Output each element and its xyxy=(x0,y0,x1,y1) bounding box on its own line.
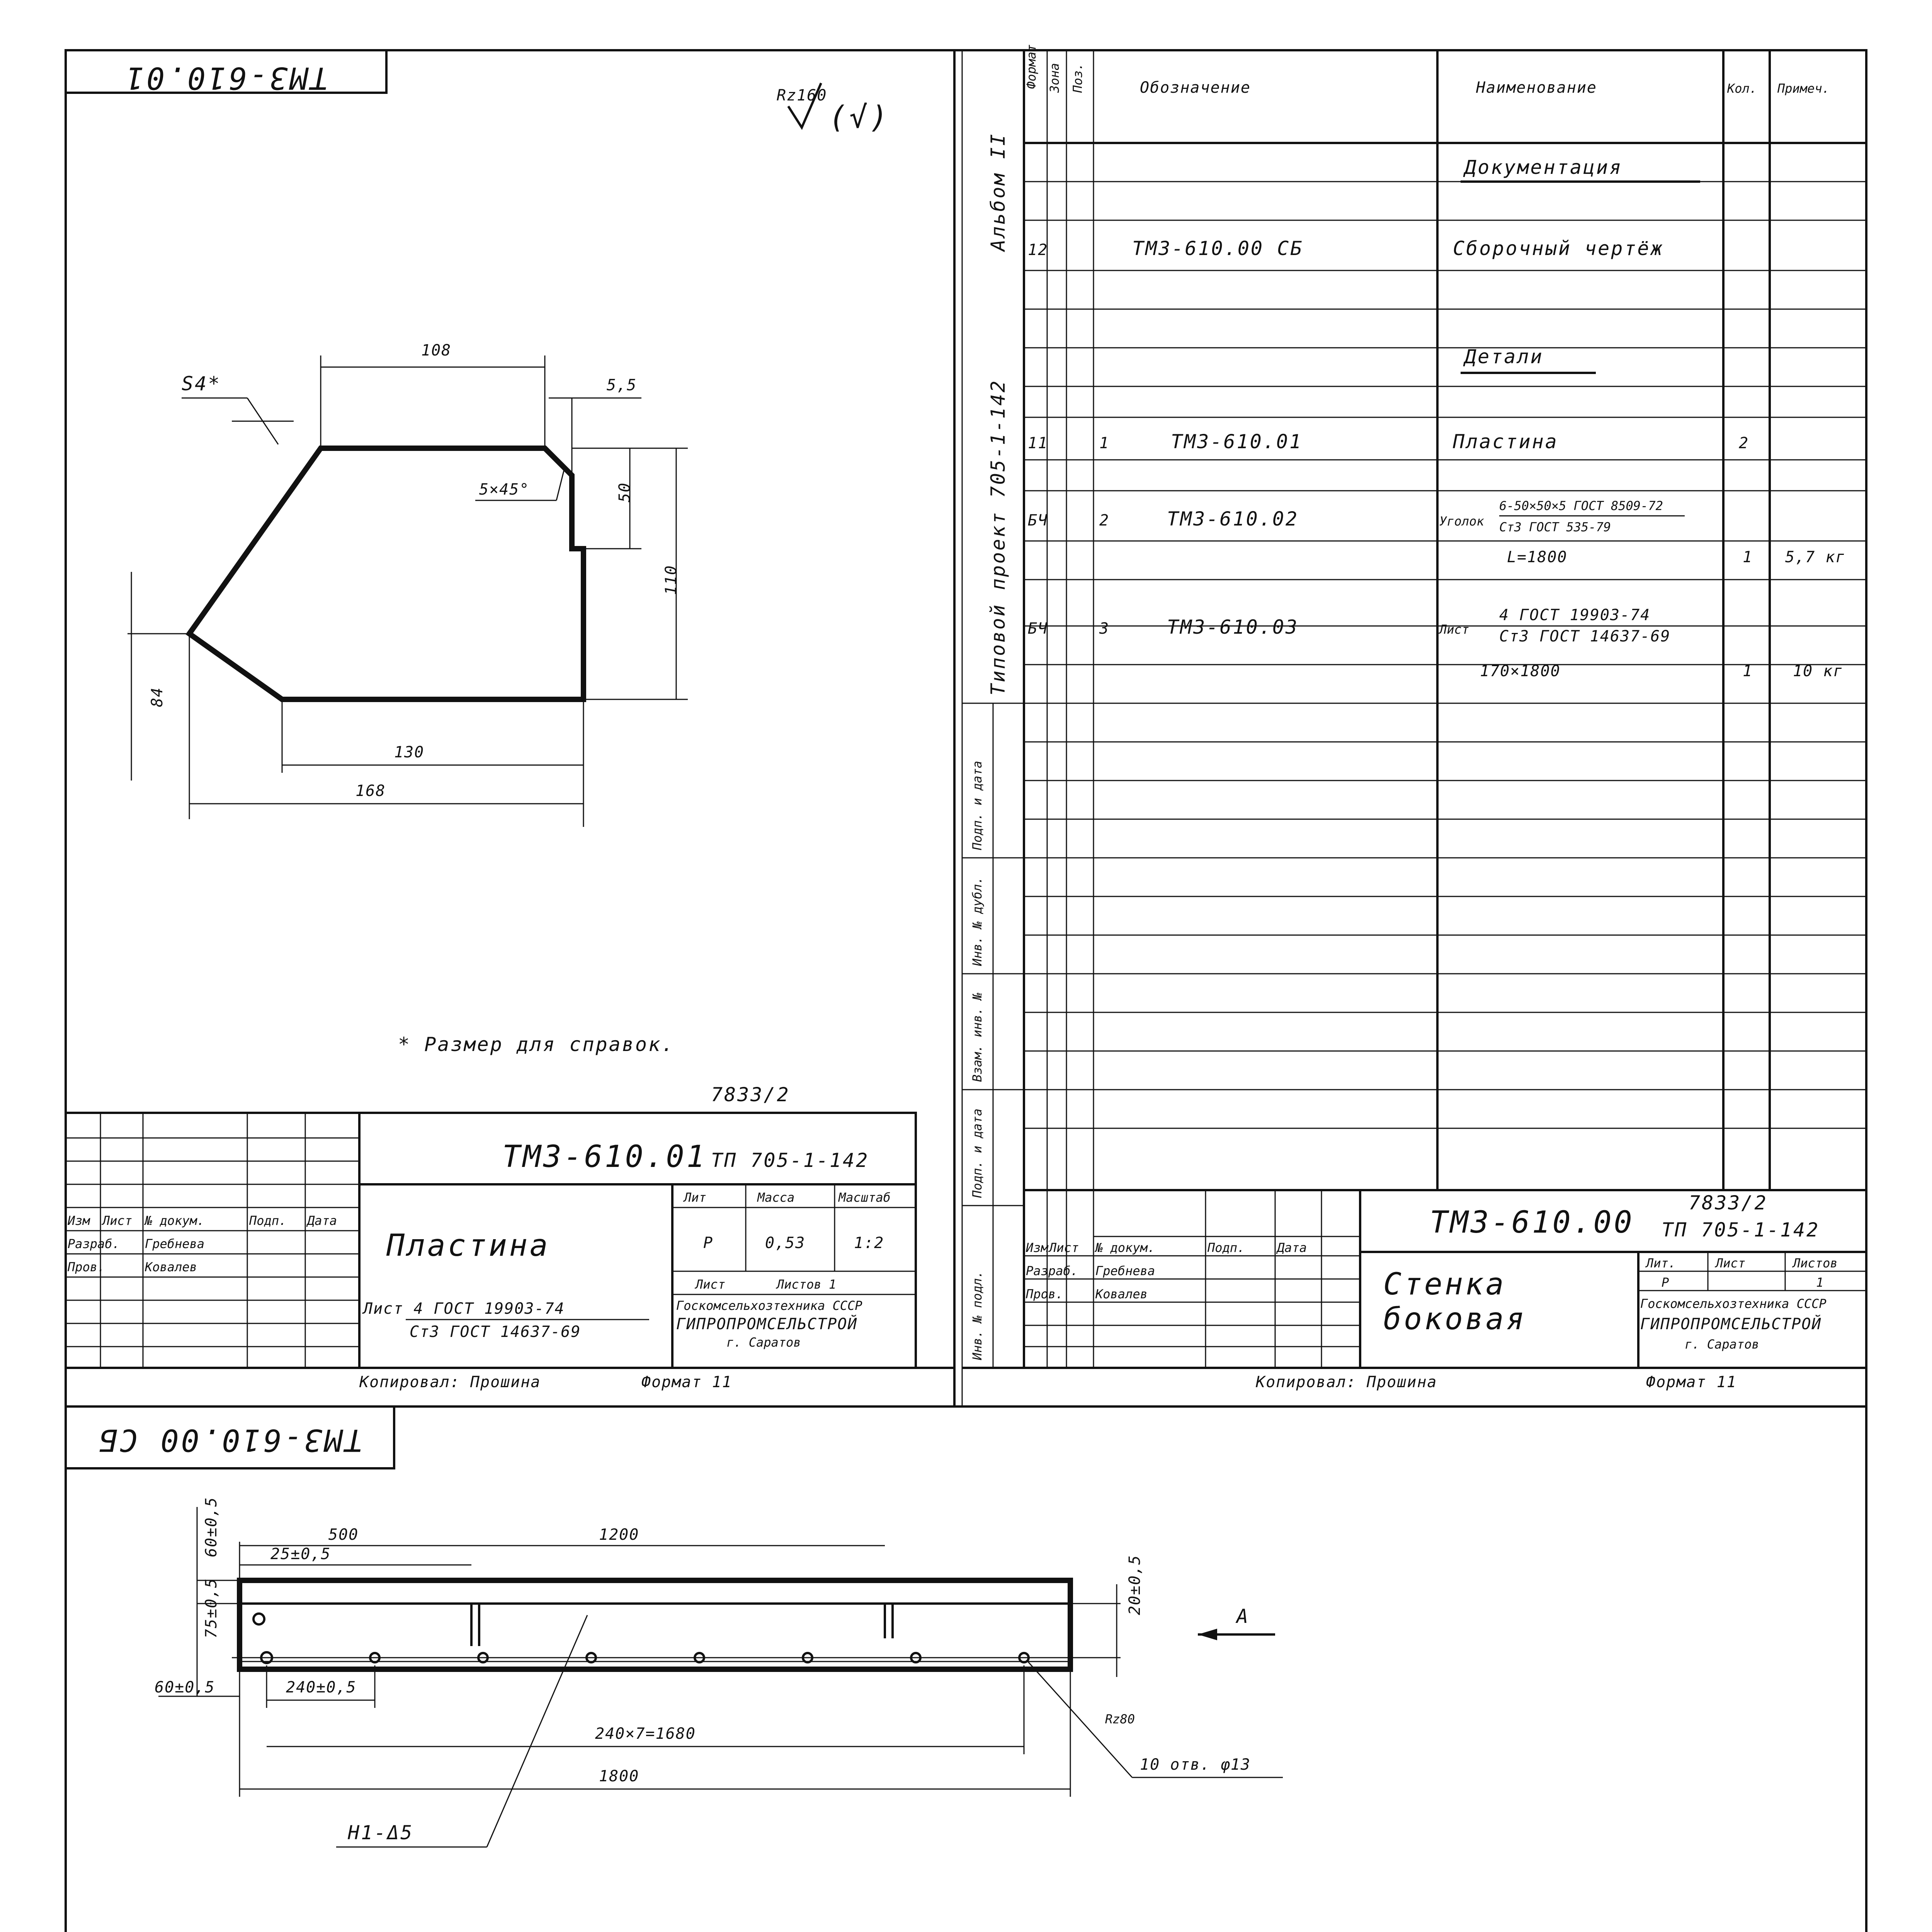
side-field-3: Взам. инв. № xyxy=(970,992,985,1082)
spec-row3-size: 170×1800 xyxy=(1480,662,1561,680)
spec-row1-qty: 2 xyxy=(1739,434,1749,452)
sheet2-stamp: ТМ3-610.00 СБ xyxy=(97,1422,363,1457)
dim-240: 240±0,5 xyxy=(286,1679,357,1696)
spec-header-pos: Поз. xyxy=(1070,63,1085,93)
material-line1: Лист 4 ГОСТ 19903-74 xyxy=(363,1300,565,1318)
dim-130: 130 xyxy=(394,743,425,761)
spec-row3-qty: 1 xyxy=(1743,662,1753,680)
lit-header: Лит xyxy=(684,1190,706,1205)
spec-sheet xyxy=(962,44,1866,1391)
side-field-1: Подп. и дата xyxy=(970,760,985,850)
view-a-arrow-label: А xyxy=(1236,1605,1250,1628)
spec-row2-qty: 1 xyxy=(1743,548,1753,566)
dim-5-5: 5,5 xyxy=(607,376,637,394)
spec-row3-designation: ТМ3-610.03 xyxy=(1167,616,1299,638)
lists-header: Листов 1 xyxy=(777,1277,837,1292)
scale-header: Масштаб xyxy=(838,1190,891,1205)
spec-col-izm: Изм xyxy=(1026,1240,1048,1255)
name-razrab: Гребнева xyxy=(145,1236,205,1251)
dim-168: 168 xyxy=(355,782,386,800)
dim-60b: 60±0,5 xyxy=(155,1679,215,1696)
sheet1-part-name: Пластина xyxy=(386,1228,550,1263)
spec-name-1: Гребнева xyxy=(1095,1264,1155,1278)
spec-part-name1: Стенка xyxy=(1383,1267,1506,1302)
front-rz80: Rz80 xyxy=(1105,1712,1135,1726)
spec-header-note: Примеч. xyxy=(1777,81,1830,96)
sheet1-copied: Копировал: Прошина xyxy=(359,1373,541,1391)
spec-row1-designation: ТМ3-610.01 xyxy=(1171,430,1303,453)
spec-format: Формат 11 xyxy=(1646,1373,1737,1391)
org1: Госкомсельхозтехника СССР xyxy=(676,1298,862,1313)
dim-20: 20±0,5 xyxy=(1126,1554,1144,1615)
scale-value: 1:2 xyxy=(854,1234,884,1252)
spec-row2-frac-bot: Ст3 ГОСТ 535-79 xyxy=(1499,520,1611,534)
roughness-value: Rz160 xyxy=(777,87,827,104)
spec-title-code: ТМ3-610.00 xyxy=(1430,1205,1634,1240)
spec-col-date: Дата xyxy=(1277,1240,1307,1255)
org2: ГИПРОПРОМСЕЛЬСТРОЙ xyxy=(676,1315,858,1333)
spec-header-format: Формат xyxy=(1024,44,1039,89)
list-header: Лист xyxy=(696,1277,726,1292)
side-project: Типовой проект 705-1-142 xyxy=(987,379,1009,696)
spec-row-doc-name: Документация xyxy=(1464,156,1623,179)
side-album: Альбом II xyxy=(987,133,1009,251)
side-field-5: Инв. № подл. xyxy=(970,1270,985,1360)
spec-row-parts-name: Детали xyxy=(1464,345,1544,368)
spec-row2-pos: 2 xyxy=(1099,512,1110,529)
spec-header-name: Наименование xyxy=(1476,79,1597,97)
spec-row1-format: 11 xyxy=(1028,434,1048,452)
spec-header-zone: Зона xyxy=(1047,63,1062,93)
sheet1-title-block xyxy=(66,1113,954,1391)
dim-chamfer: 5×45° xyxy=(479,481,530,498)
dim-110: 110 xyxy=(662,565,680,595)
spec-row2-length: L=1800 xyxy=(1507,548,1568,566)
spec-name-2: Ковалев xyxy=(1095,1287,1148,1301)
role-prov: Пров. xyxy=(68,1260,105,1274)
spec-org3: г. Саратов xyxy=(1685,1337,1759,1352)
spec-lists: 1 xyxy=(1816,1275,1824,1290)
col-izm: Изм xyxy=(68,1213,90,1228)
spec-title-proj: ТП 705-1-142 xyxy=(1662,1219,1820,1241)
spec-row3-format: БЧ xyxy=(1028,620,1048,638)
spec-row-asm-designation: ТМ3-610.00 СБ xyxy=(1132,237,1304,260)
sheet1-sheet-no: 7833/2 xyxy=(711,1083,790,1106)
role-razrab: Разраб. xyxy=(68,1236,120,1251)
spec-row3-pos: 3 xyxy=(1099,620,1110,638)
col-date: Дата xyxy=(307,1213,337,1228)
dim-240x7: 240×7=1680 xyxy=(595,1725,696,1743)
spec-part-name2: боковая xyxy=(1383,1302,1527,1337)
side-field-2: Инв. № дубл. xyxy=(970,876,985,966)
material-line2: Ст3 ГОСТ 14637-69 xyxy=(410,1323,581,1341)
col-doc: № докум. xyxy=(145,1213,205,1228)
spec-row1-pos: 1 xyxy=(1099,434,1110,452)
spec-lit-header: Лит. xyxy=(1646,1256,1676,1270)
spec-col-list: Лист xyxy=(1049,1240,1079,1255)
sheet1-format: Формат 11 xyxy=(641,1373,732,1391)
spec-org1: Госкомсельхозтехника СССР xyxy=(1640,1296,1827,1311)
spec-row2-frac-top: 6-50×50×5 ГОСТ 8509-72 xyxy=(1499,498,1663,513)
spec-col-podp: Подп. xyxy=(1208,1240,1245,1255)
weld-note-1: Н1-Δ5 xyxy=(348,1821,414,1844)
col-podp: Подп. xyxy=(249,1213,287,1228)
spec-list-header: Лист xyxy=(1716,1256,1746,1270)
spec-lit: Р xyxy=(1662,1275,1669,1290)
dim-75: 75±0,5 xyxy=(202,1578,220,1638)
spec-row2-name: Уголок xyxy=(1439,514,1484,529)
sheet1 xyxy=(66,50,954,1391)
dim-500: 500 xyxy=(328,1526,359,1544)
dim-1200: 1200 xyxy=(599,1526,639,1544)
sheet-frames xyxy=(66,50,1866,1932)
mass-header: Масса xyxy=(757,1190,795,1205)
spec-row2-note: 5,7 кг xyxy=(1785,548,1846,566)
dim-holes: 10 отв. φ13 xyxy=(1140,1756,1251,1774)
spec-row3-frac-bot: Ст3 ГОСТ 14637-69 xyxy=(1499,628,1671,645)
col-list: Лист xyxy=(102,1213,133,1228)
spec-row3-name: Лист xyxy=(1439,622,1469,637)
roughness-suffix: (√) xyxy=(829,100,890,135)
dim-1800: 1800 xyxy=(599,1767,639,1785)
dim-84: 84 xyxy=(148,687,166,707)
lit-value: Р xyxy=(703,1234,714,1252)
spec-row3-frac-top: 4 ГОСТ 19903-74 xyxy=(1499,606,1651,624)
mass-value: 0,53 xyxy=(765,1234,806,1252)
spec-row-asm-name: Сборочный чертёж xyxy=(1453,237,1664,260)
org3: г. Саратов xyxy=(726,1335,801,1350)
spec-lists-header: Листов xyxy=(1793,1256,1838,1270)
sheet2 xyxy=(66,1406,1866,1932)
dim-s4: S4* xyxy=(182,372,221,395)
side-field-4: Подп. и дата xyxy=(970,1108,985,1198)
spec-row2-format: БЧ xyxy=(1028,512,1048,529)
spec-row3-note: 10 кг xyxy=(1793,662,1844,680)
name-prov: Ковалев xyxy=(145,1260,197,1274)
dim-25: 25±0,5 xyxy=(270,1545,331,1563)
spec-row-asm-format: 12 xyxy=(1028,241,1048,259)
dim-108: 108 xyxy=(421,342,452,359)
spec-header-qty: Кол. xyxy=(1727,81,1757,96)
sheet1-title-code: ТМ3-610.01 xyxy=(502,1139,707,1174)
dim-60: 60±0,5 xyxy=(202,1497,220,1557)
sheet1-stamp: ТМ3-610.01 xyxy=(124,60,328,95)
spec-role-1: Разраб. xyxy=(1026,1264,1078,1278)
spec-header-designation: Обозначение xyxy=(1140,79,1251,97)
spec-title-block xyxy=(1024,1190,1866,1391)
spec-sheet-no: 7833/2 xyxy=(1689,1192,1768,1214)
dim-50: 50 xyxy=(616,482,634,502)
spec-row2-designation: ТМ3-610.02 xyxy=(1167,508,1299,530)
sheet1-title-proj: ТП 705-1-142 xyxy=(711,1149,869,1172)
spec-copied: Копировал: Прошина xyxy=(1256,1373,1437,1391)
spec-role-2: Пров. xyxy=(1026,1287,1063,1301)
spec-org2: ГИПРОПРОМСЕЛЬСТРОЙ xyxy=(1640,1315,1822,1333)
sheet1-note: * Размер для справок. xyxy=(398,1033,675,1056)
front-view xyxy=(155,1497,1283,1847)
spec-row1-name: Пластина xyxy=(1453,430,1558,453)
spec-col-doc: № докум. xyxy=(1095,1240,1155,1255)
